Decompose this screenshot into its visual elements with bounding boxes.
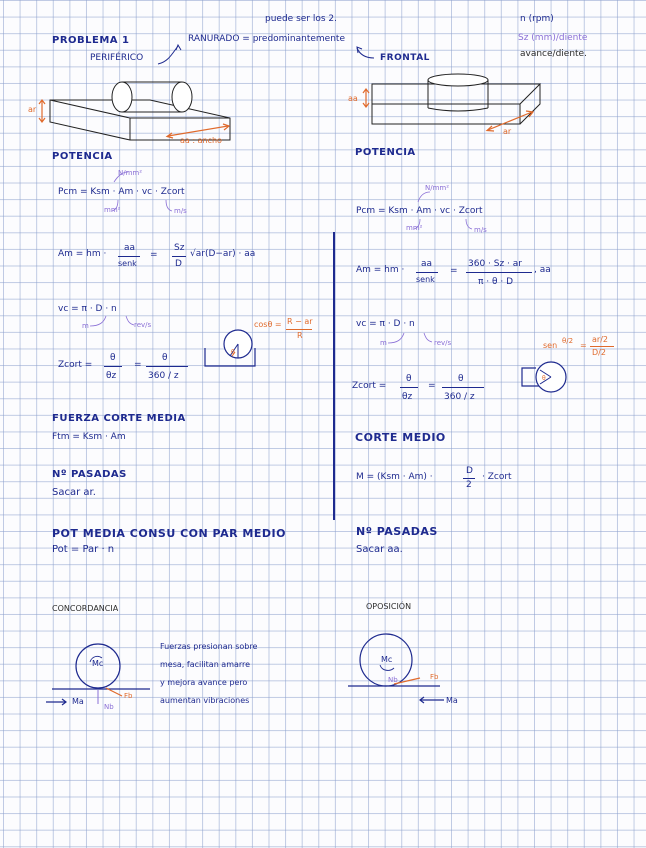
cos-numerator: R − ar <box>287 317 313 326</box>
right-unit-mm2: mm² <box>406 224 423 232</box>
ar-label-right: ar <box>503 127 512 136</box>
concordancia-fb: Fb <box>124 692 133 700</box>
subtitle-frontal: FRONTAL <box>380 53 430 63</box>
left-unit-ms: m/s <box>174 207 187 215</box>
legend-n: n (rpm) <box>520 14 554 24</box>
sacar-ar: Sacar ar. <box>52 487 96 498</box>
ar-label-left: ar <box>28 105 37 114</box>
concordancia-note-2: mesa, facilitan amarre <box>160 660 251 669</box>
oposicion-nb: Nb <box>388 676 398 684</box>
sen-equals: = <box>580 341 587 350</box>
sen-theta-half: θ/2 <box>562 337 574 345</box>
right-am-den: π · θ · D <box>478 277 514 287</box>
right-am-aa: aa <box>421 259 433 269</box>
right-unit-rev-s: rev/s <box>434 339 452 347</box>
left-zcort-label: Zcort = <box>58 360 93 370</box>
subtitle-periferico: PERIFÉRICO <box>90 53 144 63</box>
m-d: D <box>466 466 473 476</box>
right-am-senk: senk <box>416 275 435 284</box>
right-unit-nmm2: N/mm² <box>425 184 450 192</box>
fuerza-heading: FUERZA CORTE MEDIA <box>52 413 186 424</box>
pot-media-heading: POT MEDIA CONSU CON PAR MEDIO <box>52 527 286 540</box>
sacar-aa: Sacar aa. <box>356 544 403 555</box>
m-tail: · Zcort <box>482 472 512 482</box>
m-2: 2 <box>466 480 472 490</box>
svg-text:θ: θ <box>231 349 235 356</box>
aa-label-right: aa <box>348 94 358 103</box>
right-zcort-theta: θ <box>406 374 412 384</box>
left-unit-rev-s: rev/s <box>134 321 152 329</box>
right-vc-formula: vc = π · D · n <box>356 319 415 329</box>
sen-label: sen <box>543 341 558 350</box>
left-am-senk: senk <box>118 259 137 268</box>
oposicion-mc: Mc <box>381 655 393 664</box>
right-am-equals: = <box>450 266 458 276</box>
left-zcort-theta2: θ <box>162 353 168 363</box>
left-am-equals: = <box>150 250 158 260</box>
left-am-sqrt: √ar(D−ar) · aa <box>190 249 256 259</box>
right-am-tail: , aa <box>534 265 551 275</box>
aa-ancho-label: aa : ancho <box>180 136 222 145</box>
oposicion-ma: Ma <box>446 696 458 705</box>
left-unit-nmm2: N/mm² <box>118 169 143 177</box>
left-potencia-heading: POTENCIA <box>52 151 113 162</box>
legend-sz-desc: avance/diente. <box>520 49 587 59</box>
ranurado-note: RANURADO = predominantemente <box>188 34 345 44</box>
concordancia-note-3: y mejora avance pero <box>160 678 248 687</box>
pot-formula: Pot = Par · n <box>52 544 115 555</box>
right-am-num: 360 · Sz · ar <box>468 259 522 269</box>
right-potencia-heading: POTENCIA <box>355 147 416 158</box>
cos-denominator: R <box>297 331 303 340</box>
left-zcort-equals: = <box>134 360 142 370</box>
oposicion-label: OPOSICIÓN <box>366 602 412 611</box>
ftm-formula: Ftm = Ksm · Am <box>52 432 126 442</box>
oposicion-fb: Fb <box>430 673 439 681</box>
problem-title: PROBLEMA 1 <box>52 35 130 46</box>
left-pcm-formula: Pcm = Ksm · Am · vc · Zcort <box>58 187 185 197</box>
sen-denominator: D/2 <box>592 348 606 357</box>
left-zcort-thetaz: θz <box>106 371 117 381</box>
right-unit-ms: m/s <box>474 226 487 234</box>
concordancia-ma: Ma <box>72 697 84 706</box>
svg-text:θ: θ <box>542 375 546 382</box>
left-am-prefix: Am = hm · <box>58 249 107 259</box>
legend-sz: Sz (mm)/diente <box>518 33 588 43</box>
sen-numerator: ar/2 <box>592 335 608 344</box>
left-zcort-theta: θ <box>110 353 116 363</box>
left-vc-formula: vc = π · D · n <box>58 304 117 314</box>
concordancia-nb: Nb <box>104 703 114 711</box>
left-am-sz: Sz <box>174 243 185 253</box>
right-zcort-label: Zcort = <box>352 381 387 391</box>
concordancia-mc: Mc <box>92 659 104 668</box>
right-zcort-equals: = <box>428 381 436 391</box>
left-am-aa: aa <box>124 243 136 253</box>
right-zcort-thetaz: θz <box>402 392 413 402</box>
right-zcort-theta2: θ <box>458 374 464 384</box>
corte-medio-heading: CORTE MEDIO <box>355 431 446 444</box>
left-pasadas-heading: Nº PASADAS <box>52 469 127 480</box>
concordancia-note-4: aumentan vibraciones <box>160 696 250 705</box>
right-am-prefix: Am = hm · <box>356 265 405 275</box>
cos-label: cosθ = <box>254 320 282 329</box>
left-unit-mm2: mm² <box>104 206 121 214</box>
left-unit-m: m <box>82 322 89 330</box>
m-formula: M = (Ksm · Am) · <box>356 472 433 482</box>
concordancia-note-1: Fuerzas presionan sobre <box>160 642 258 651</box>
left-am-d: D <box>175 259 182 269</box>
right-pcm-formula: Pcm = Ksm · Am · vc · Zcort <box>356 206 483 216</box>
right-pasadas-heading: Nº PASADAS <box>356 525 438 538</box>
right-unit-m: m <box>380 339 387 347</box>
left-zcort-den: 360 / z <box>148 371 179 381</box>
concordancia-label: CONCORDANCIA <box>52 604 119 613</box>
right-zcort-den: 360 / z <box>444 392 475 402</box>
top-note: puede ser los 2. <box>265 14 337 24</box>
